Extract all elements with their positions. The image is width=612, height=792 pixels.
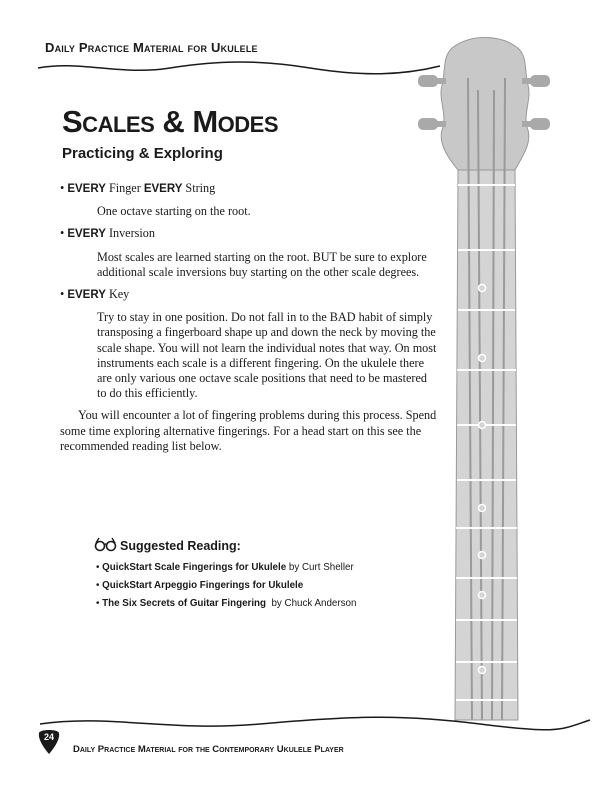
bullet-finger-string: • EVERY Finger EVERY String bbox=[60, 181, 216, 195]
list-item: • The Six Secrets of Guitar Fingering by Chuck Anderson bbox=[96, 598, 357, 609]
bullet-detail: Try to stay in one position. Do not fall in to the BAD habit of simply transposing a fingerboard shape up and down the neck by moving the scale shape. You will not learn the individual notes that way. On most instruments each scale is a different fingering. On the ukulele there are only various one octave scale positions that need to be mastered to do this efficiently. bbox=[97, 310, 437, 401]
bullet-detail: Most scales are learned starting on the root. BUT be sure to explore additional scale inversions buy starting on the other scale degrees. bbox=[97, 249, 427, 279]
running-footer: Daily Practice Material for the Contemporary Ukulele Player bbox=[73, 744, 344, 755]
glasses-icon bbox=[94, 536, 118, 552]
page-number: 24 bbox=[43, 732, 54, 742]
running-header: Daily Practice Material for Ukulele bbox=[45, 40, 258, 55]
reading-title: Suggested Reading: bbox=[120, 539, 241, 553]
list-item: • QuickStart Scale Fingerings for Ukulele by Curt Sheller bbox=[96, 562, 354, 573]
closing-paragraph: You will encounter a lot of fingering problems during this process. Spend some time exploring alternative fingerings. For a head start on this see the recommended reading list below. bbox=[60, 408, 437, 453]
reading-list bbox=[96, 562, 356, 609]
main-content bbox=[60, 181, 438, 454]
header-wave-divider bbox=[0, 58, 460, 78]
page-subtitle: Practicing & Exploring bbox=[62, 145, 223, 162]
list-item: • QuickStart Arpeggio Fingerings for Ukulele bbox=[96, 580, 304, 591]
fretboard bbox=[455, 170, 518, 720]
bullet-inversion: • EVERY Inversion bbox=[60, 226, 155, 241]
footer-wave-divider bbox=[0, 714, 612, 734]
suggested-reading bbox=[94, 539, 356, 616]
headstock-shape bbox=[441, 38, 529, 171]
bullet-key: • EVERY Key bbox=[60, 287, 130, 302]
page-title: Scales & Modes bbox=[62, 104, 279, 139]
bullet-detail: One octave starting on the root. bbox=[97, 204, 251, 219]
